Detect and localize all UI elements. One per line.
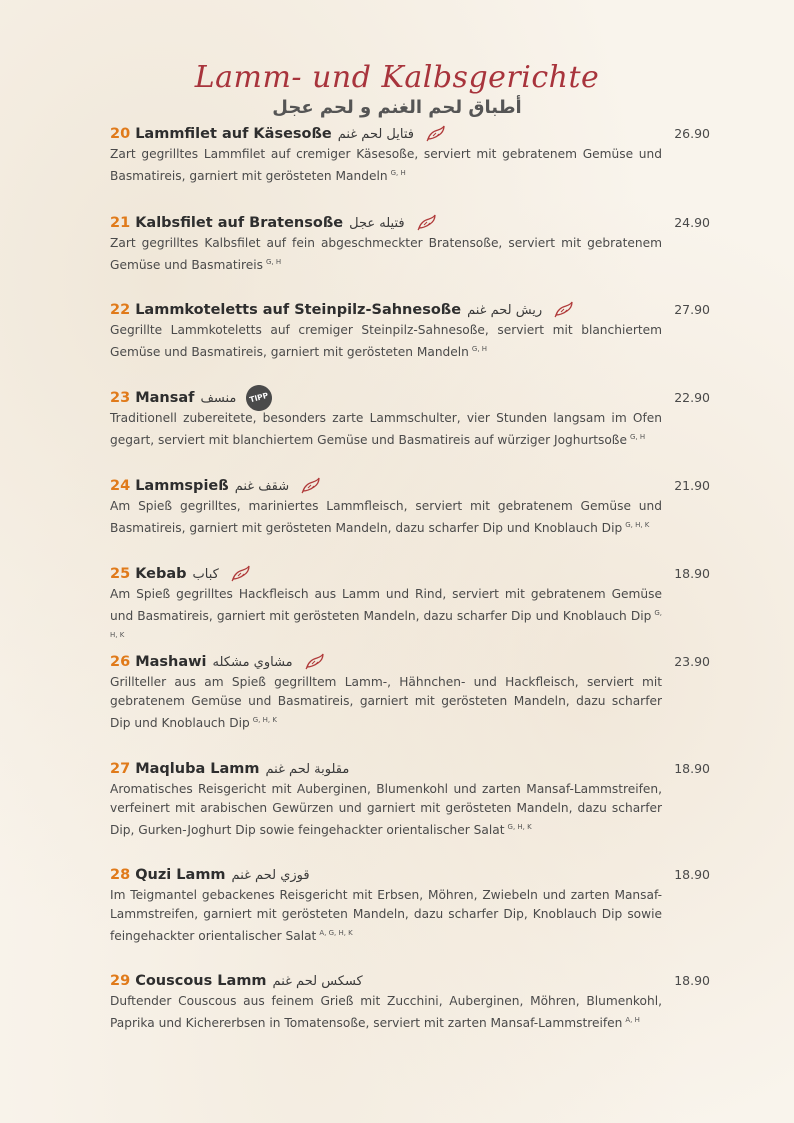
menu-item-header <box>110 865 710 885</box>
item-description <box>110 673 662 733</box>
item-name-arabic: شقف غنم <box>234 478 290 494</box>
item-number: 20 <box>110 126 131 142</box>
menu-item-header <box>110 300 710 320</box>
item-description-text: Am Spieß gegrilltes, mariniertes Lammfleisch, serviert mit gebratenem Gemüse und Basmatireis, garniert mit gerösteten Mandeln, dazu scharfer Dip und Knoblauch Dip <box>110 499 662 536</box>
item-name: Mansaf <box>135 390 195 406</box>
allergen-codes: G, H, K <box>110 609 662 640</box>
item-number: 26 <box>110 654 131 670</box>
allergen-codes: G, H <box>471 345 488 353</box>
menu-item <box>110 652 710 733</box>
item-price: 18.90 <box>674 973 710 988</box>
allergen-codes: A, G, H, K <box>319 929 353 937</box>
menu-item-header <box>110 564 710 584</box>
item-name-arabic: فتيله عجل <box>349 215 405 231</box>
item-name-arabic: مقلوبة لحم غنم <box>265 761 350 777</box>
menu-item <box>110 213 710 275</box>
item-description <box>110 321 662 362</box>
item-price: 18.90 <box>674 566 710 581</box>
item-name: Mashawi <box>135 654 207 670</box>
item-description <box>110 992 662 1033</box>
chili-icon <box>229 565 251 583</box>
item-number: 25 <box>110 566 131 582</box>
item-price: 27.90 <box>674 302 710 317</box>
allergen-codes: A, H <box>625 1016 640 1024</box>
menu-item-header <box>110 124 710 144</box>
item-number: 28 <box>110 867 131 883</box>
tipp-badge: TIPP <box>243 382 275 414</box>
item-name-arabic: فتايل لحم غنم <box>337 126 414 142</box>
item-name: Maqluba Lamm <box>135 761 260 777</box>
item-number: 29 <box>110 973 131 989</box>
item-description-text: Traditionell zubereitete, besonders zarte Lammschulter, vier Stunden langsam im Ofen gegart, serviert mit blanchiertem Gemüse und Basmatireis auf würziger Joghurtsoße <box>110 411 662 448</box>
menu-item-header <box>110 476 710 496</box>
item-number: 21 <box>110 215 131 231</box>
item-description-text: Im Teigmantel gebackenes Reisgericht mit Erbsen, Möhren, Zwiebeln und zarten Mansaf-Lammstreifen, garniert mit gerösteten Mandeln, dazu scharfer Dip, Knoblauch Dip sowie feingehackter orientalischer Salat <box>110 888 662 944</box>
item-price: 23.90 <box>674 654 710 669</box>
item-number: 24 <box>110 478 131 494</box>
item-description <box>110 145 662 186</box>
menu-item-header <box>110 652 710 672</box>
item-price: 22.90 <box>674 390 710 405</box>
page-subtitle-arabic: أطباق لحم الغنم و لحم عجل <box>272 97 522 118</box>
item-description <box>110 409 662 450</box>
allergen-codes: G, H, K <box>507 823 532 831</box>
item-name-arabic: قوزي لحم غنم <box>231 867 310 883</box>
item-description <box>110 234 662 275</box>
menu-item <box>110 865 710 946</box>
item-price: 18.90 <box>674 867 710 882</box>
allergen-codes: G, H <box>265 258 282 266</box>
item-description <box>110 497 662 538</box>
item-name: Kebab <box>135 566 187 582</box>
menu-item-header <box>110 388 710 408</box>
item-description-text: Am Spieß gegrilltes Hackfleisch aus Lamm und Rind, serviert mit gebratenem Gemüse und Basmatireis, garniert mit gerösteten Mandeln, dazu scharfer Dip und Knoblauch Dip <box>110 587 662 624</box>
menu-item <box>110 971 710 1033</box>
item-price: 21.90 <box>674 478 710 493</box>
menu-item <box>110 124 710 186</box>
menu-item <box>110 388 710 450</box>
item-name-arabic: كباب <box>192 566 219 582</box>
item-price: 24.90 <box>674 215 710 230</box>
menu-item-header <box>110 971 710 991</box>
menu-item <box>110 476 710 538</box>
item-name-arabic: كسكس لحم غنم <box>272 973 363 989</box>
chili-icon <box>424 125 446 143</box>
menu-item-header <box>110 213 710 233</box>
item-name-arabic: منسف <box>200 390 237 406</box>
chili-icon <box>552 301 574 319</box>
item-number: 23 <box>110 390 131 406</box>
item-description-text: Duftender Couscous aus feinem Grieß mit Zucchini, Auberginen, Möhren, Blumenkohl, Paprika und Kichererbsen in Tomatensoße, serviert mit zarten Mansaf-Lammstreifen <box>110 994 662 1031</box>
menu-item <box>110 564 710 648</box>
item-description-text: Grillteller aus am Spieß gegrilltem Lamm-, Hähnchen- und Hackfleisch, serviert mit gebratenem Gemüse und Basmatireis, garniert mit gerösteten Mandeln, dazu scharfer Dip und Knoblauch Dip <box>110 675 662 731</box>
allergen-codes: G, H, K <box>625 521 650 529</box>
allergen-codes: G, H, K <box>252 716 277 724</box>
menu-item <box>110 300 710 362</box>
item-name-arabic: ريش لحم غنم <box>467 302 543 318</box>
item-name: Couscous Lamm <box>135 973 267 989</box>
menu-header <box>0 58 794 120</box>
item-name: Kalbsfilet auf Bratensoße <box>135 215 344 231</box>
item-description-text: Zart gegrilltes Lammfilet auf cremiger Käsesoße, serviert mit gebratenem Gemüse und Basmatireis, garniert mit gerösteten Mandeln <box>110 147 662 184</box>
allergen-codes: G, H <box>390 169 406 177</box>
menu-item-header <box>110 759 710 779</box>
chili-icon <box>299 477 321 495</box>
allergen-codes: G, H <box>630 433 646 441</box>
item-description <box>110 780 662 840</box>
chili-icon <box>303 653 325 671</box>
item-description-text: Gegrillte Lammkoteletts auf cremiger Steinpilz-Sahnesoße, serviert mit blanchiertem Gemüse und Basmatireis, garniert mit gerösteten Mandeln <box>110 323 662 360</box>
menu-item <box>110 759 710 840</box>
item-description <box>110 585 662 648</box>
item-name: Lammkoteletts auf Steinpilz-Sahnesoße <box>135 302 462 318</box>
item-description-text: Zart gegrilltes Kalbsfilet auf fein abgeschmeckter Bratensoße, serviert mit gebratenem Gemüse und Basmatireis <box>110 236 662 273</box>
item-number: 27 <box>110 761 131 777</box>
item-name: Lammspieß <box>135 478 229 494</box>
item-name-arabic: مشاوي مشكله <box>212 654 293 670</box>
page-title: Lamm- und Kalbsgerichte <box>194 60 600 95</box>
item-name: Quzi Lamm <box>135 867 226 883</box>
item-description <box>110 886 662 946</box>
item-description-text: Aromatisches Reisgericht mit Auberginen, Blumenkohl und zarten Mansaf-Lammstreifen, verfeinert mit arabischen Gewürzen und garniert mit gerösteten Mandeln, dazu scharfer Dip, Gurken-Joghurt Dip sowie feingehackter orientalischer Salat <box>110 782 662 838</box>
item-price: 18.90 <box>674 761 710 776</box>
item-number: 22 <box>110 302 131 318</box>
chili-icon <box>415 214 437 232</box>
item-price: 26.90 <box>674 126 710 141</box>
item-name: Lammfilet auf Käsesoße <box>135 126 332 142</box>
